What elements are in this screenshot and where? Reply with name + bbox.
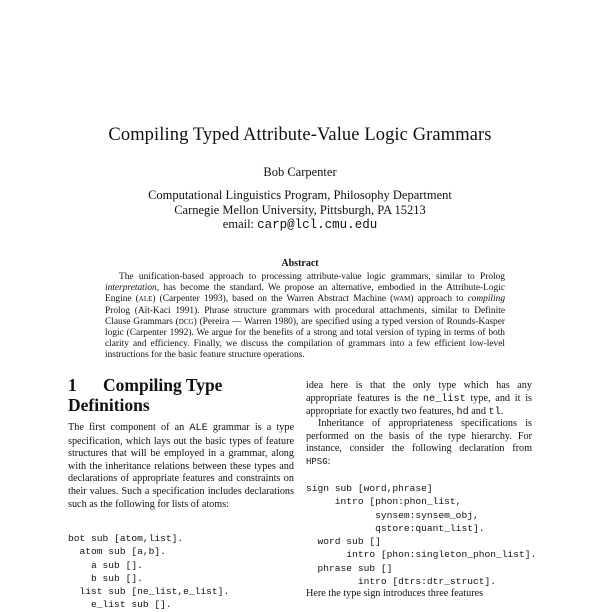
email-address: carp@lcl.cmu.edu	[257, 218, 378, 232]
inline-code-ne-list: ne_list	[422, 393, 466, 405]
paragraph-text: .	[500, 406, 504, 418]
inline-code-tl: tl	[488, 407, 501, 419]
code-block-type-spec: bot sub [atom,list]. atom sub [a,b]. a sub []. b sub []. list sub [ne_list,e_list]. e_list sub [].	[68, 533, 230, 611]
paper-title: Compiling Typed Attribute-Value Logic Grammars	[108, 125, 492, 145]
affiliation-line-1: Computational Linguistics Program, Philosophy Department	[148, 188, 452, 202]
abstract-part: The unification-based approach to processing attribute-value logic grammars, similar to Prolog	[119, 272, 505, 282]
acronym-ale: ale	[138, 294, 153, 305]
section-title: Compiling Type Definitions	[68, 375, 223, 415]
author-name: Bob Carpenter	[263, 165, 337, 179]
abstract-part: ) (Pereira — Warren 1980), are specified using a typed version of Rounds-Kasper logic (Carpenter 1992). We argue for the benefits of a strong and total version of typing in terms of both clarity and efficiency. Finally, we discuss the compilation of grammars into a few efficient low-level instructions for the basic feature structure operations.	[105, 316, 505, 361]
inline-code-hpsg: HPSG	[306, 456, 328, 467]
right-column-paragraph-2	[306, 418, 532, 468]
left-column-paragraph	[68, 422, 294, 511]
paragraph-text: Inheritance of appropriateness specifications is performed on the basis of the type hierarchy. For instance, consider the following declaration from	[306, 418, 532, 455]
code-block-hpsg-sign: sign sub [word,phrase] intro [phon:phon_list, synsem:synsem_obj, qstore:quant_list]. word sub [] intro [phon:singleton_phon_list]. phrase sub [] intro [dtrs:dtr_struct].	[306, 483, 537, 588]
abstract-text	[105, 272, 505, 362]
paragraph-text: type, and it is appropriate for exactly two features,	[306, 392, 532, 418]
acronym-dcg: dcg	[178, 316, 194, 327]
right-column-paragraph-1	[306, 380, 532, 420]
paragraph-text: The first component of an	[68, 422, 190, 433]
paragraph-text: :	[327, 455, 331, 467]
paragraph-text: idea here is that the only type which has any appropriate features is the	[306, 380, 532, 404]
inline-code-ale: ALE	[189, 423, 208, 434]
affiliation-block	[0, 188, 600, 233]
paragraph-text: grammar is a type specification, which lays out the basic types of feature structures that will be employed in a grammar, along with the inheritance relations between these types and declarations of appropriate features and constraints on their values. Such a specification includes declarations such as the following for lists of atoms:	[68, 422, 294, 510]
section-heading	[68, 375, 293, 415]
right-column-paragraph-3: Here the type sign introduces three features	[306, 588, 484, 599]
section-number: 1	[68, 375, 77, 395]
abstract-part: Prolog (Aït-Kaci 1991). Phrase structure grammars with procedural attachments, similar to Definite Clause Grammars (	[105, 305, 505, 327]
abstract-emphasis: compiling	[467, 294, 506, 305]
inline-code-hd: hd	[456, 407, 469, 419]
email-label: email:	[222, 217, 255, 231]
email-line	[0, 217, 600, 233]
abstract-part: , has become the standard. We propose an alternative, embodied in the Attribute-Logic Engine (	[105, 283, 505, 305]
affiliation-line-2: Carnegie Mellon University, Pittsburgh, PA 15213	[174, 202, 426, 217]
abstract-heading: Abstract	[281, 258, 319, 269]
abstract-part: ) approach to	[410, 294, 468, 305]
abstract-part: ) (Carpenter 1993), based on the Warren Abstract Machine (	[152, 294, 394, 305]
acronym-wam: wam	[393, 294, 411, 305]
abstract-emphasis: interpretation	[105, 283, 157, 294]
paragraph-text: and	[468, 406, 489, 418]
